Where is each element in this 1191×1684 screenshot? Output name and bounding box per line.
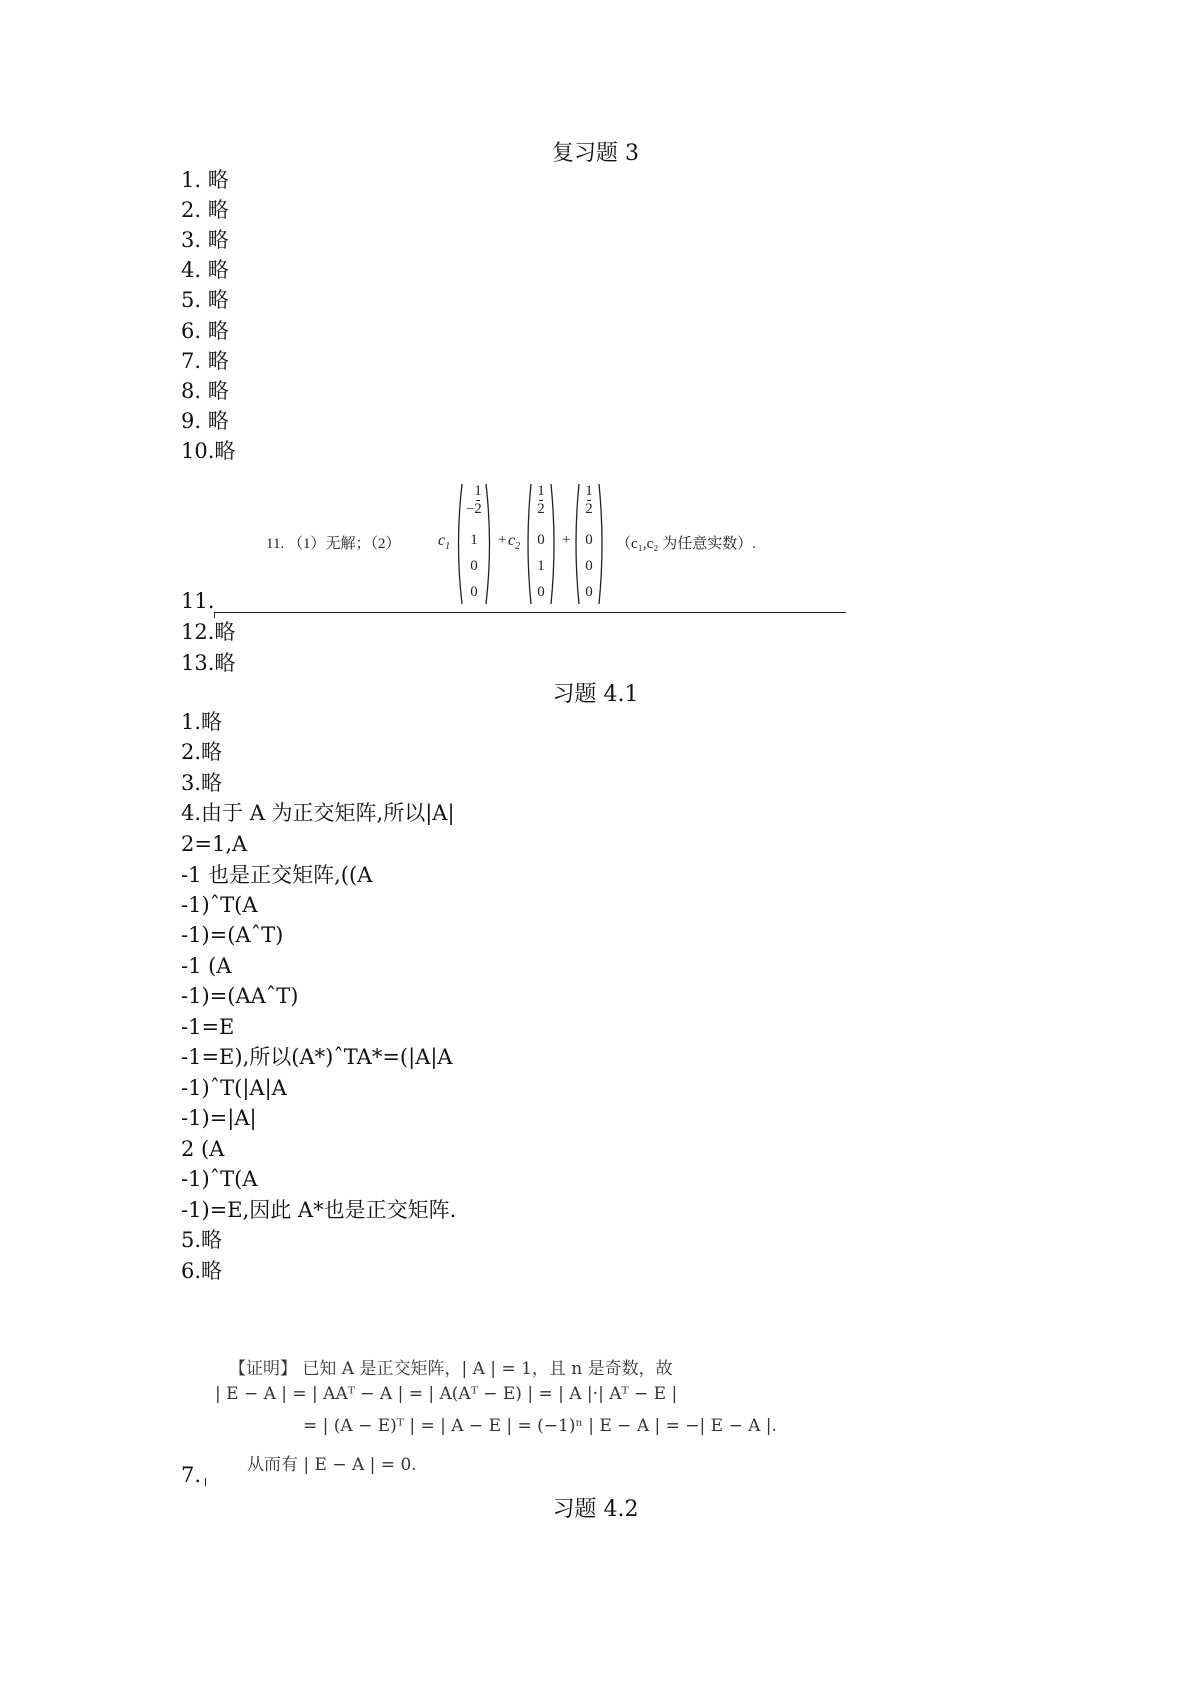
list-item: 7. 略 [181,349,229,373]
proof-line: | E − A | = | AAᵀ − A | = | A(Aᵀ − E) | = | A |·| Aᵀ − E | [215,1384,678,1404]
list-item: -1)ˆT(A [181,893,258,917]
list-item: 1. 略 [181,168,229,192]
item-7-prefix: 7. [181,1463,202,1487]
figure-corner-mark [205,1478,206,1486]
list-item: -1 也是正交矩阵,((A [181,863,373,887]
plus-sign: + [498,532,507,548]
vector-cell: $-\frac{1}{2}$ [466,483,482,517]
figure-suffix: （c₁,c₂ 为任意实数）. [616,536,757,552]
vector-cell: 0 [537,584,545,600]
list-item: -1=E [181,1015,235,1039]
list-item: 2 (A [181,1137,225,1161]
list-item: 8. 略 [181,379,229,403]
list-item: 6.略 [181,1259,223,1283]
list-item: 2. 略 [181,198,229,222]
list-item: 9. 略 [181,409,229,433]
list-item: 4. 略 [181,258,229,282]
proof-line: = | (A − E)ᵀ | = | A − E | = (−1)ⁿ | E − A | = −| E − A |. [303,1416,777,1436]
vector-cell: $\frac{1}{2}$ [585,483,593,517]
item-7-proof-figure [215,1352,865,1482]
list-item: 2.略 [181,740,223,764]
vector-3 [572,480,606,608]
list-item: 5. 略 [181,288,229,312]
vector-2 [524,480,558,608]
section-title-review3: 复习题 3 [552,141,639,166]
list-item: 1.略 [181,710,223,734]
vector-cell: 0 [470,584,478,600]
vector-cell: 0 [585,558,593,574]
item-11-prefix: 11. [181,589,215,613]
list-item: 2=1,A [181,832,248,856]
figure-label: 11. （1）无解；（2） [266,536,401,552]
list-item: -1)=(AAˆT) [181,984,299,1008]
vector-cell: 0 [470,558,478,574]
list-item: -1)=|A| [181,1106,257,1130]
list-item: -1)=E,因此 A*也是正交矩阵. [181,1198,457,1222]
proof-line: 【证明】 已知 A 是正交矩阵，| A | = 1，且 n 是奇数，故 [229,1359,673,1379]
vector-cell: 0 [585,532,593,548]
list-item: -1)ˆT(|A|A [181,1076,287,1100]
figure-baseline [214,612,846,613]
coef-c2: $c_2$ [508,532,521,553]
list-item: 13.略 [181,651,236,675]
vector-cell: 1 [537,558,545,574]
plus-sign: + [562,532,571,548]
list-item: 3.略 [181,771,223,795]
vector-cell: 1 [470,532,478,548]
list-item: -1)ˆT(A [181,1167,258,1191]
section-title-ex41: 习题 4.1 [552,682,639,707]
list-item: 5.略 [181,1228,223,1252]
list-item: -1)=(AˆT) [181,923,284,947]
proof-line: 从而有 | E − A | = 0. [247,1455,417,1475]
list-item: 10.略 [181,439,236,463]
list-item: 4.由于 A 为正交矩阵,所以|A| [181,801,455,825]
list-item: 3. 略 [181,228,229,252]
item-11-answer-figure [214,478,846,610]
list-item: 6. 略 [181,319,229,343]
vector-cell: 0 [537,532,545,548]
vector-cell: 0 [585,584,593,600]
list-item: -1 (A [181,954,232,978]
coef-c1: $c_1$ [438,532,451,553]
section-title-ex42: 习题 4.2 [552,1497,639,1522]
list-item: -1=E),所以(A*)ˆTA*=(|A|A [181,1045,453,1069]
vector-cell: $\frac{1}{2}$ [537,483,545,517]
list-item: 12.略 [181,620,236,644]
vector-1 [454,480,494,608]
